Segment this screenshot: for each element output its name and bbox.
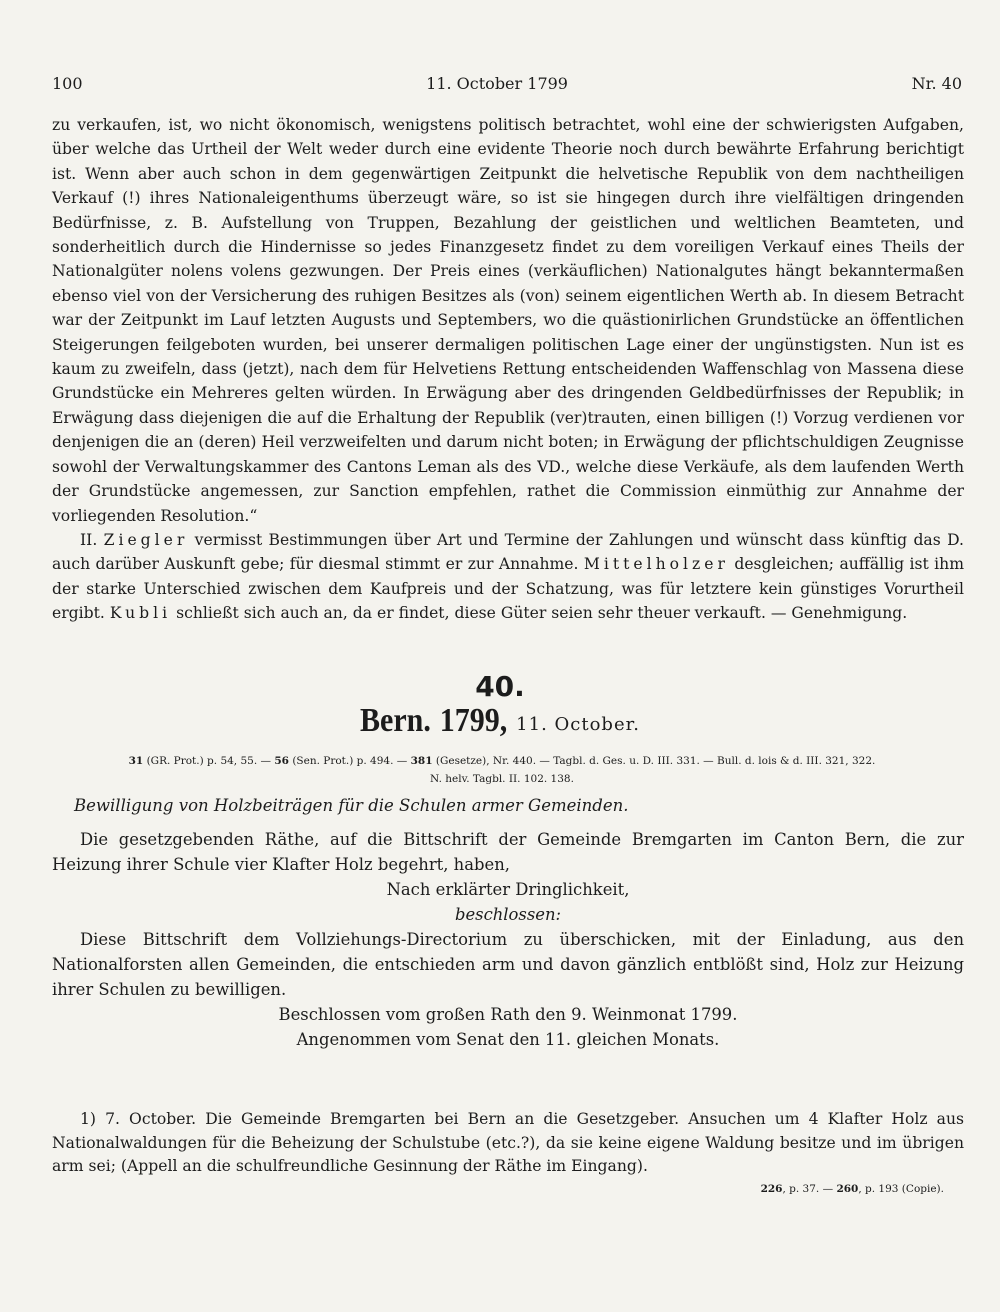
source-ref-text: (Gesetze), Nr. 440. — Tagbl. d. Ges. u. D. III. 331. — Bull. d. lois & d. III. 321, 322. xyxy=(432,755,876,767)
debate-text-3: schließt sich auch an, da er findet, diese Güter seien sehr theuer verkauft. — Genehmigung. xyxy=(171,604,908,623)
resolution-accepted: Angenommen vom Senat den 11. gleichen Monats. xyxy=(296,1030,720,1049)
resolution-urgency: Nach erklärter Dringlichkeit, xyxy=(386,880,630,899)
document-number: Nr. 40 xyxy=(911,74,962,93)
resolution-enacted: Beschlossen vom großen Rath den 9. Weinmonat 1799. xyxy=(278,1005,738,1024)
section-dateline xyxy=(0,701,1000,739)
resolution-body xyxy=(52,827,964,1052)
resolution-title: Bewilligung von Holzbeiträgen für die Schulen armer Gemeinden. xyxy=(74,796,629,815)
footnote-ref-number: 226 xyxy=(760,1183,783,1195)
footnote-ref-text: , p. 193 (Copie). xyxy=(858,1183,944,1195)
source-ref-number: 31 xyxy=(128,755,144,767)
section-roman: II. xyxy=(80,530,104,549)
footnote-reference xyxy=(700,1183,944,1195)
section-number: 40. xyxy=(475,670,525,703)
speaker-ziegler: Ziegler xyxy=(103,530,189,549)
resolution-decided: beschlossen: xyxy=(454,905,562,924)
source-ref-text: (GR. Prot.) p. 54, 55. — xyxy=(143,755,275,767)
debate-text-1: vermisst Bestimmungen über Art und Termine der Zahlungen und wünscht dass künftig das D. auch darüber Auskunft gebe; für diesmal stimmt er zur Annahme. xyxy=(52,530,964,574)
footnote-text: 1) 7. October. Die Gemeinde Bremgarten bei Bern an die Gesetzgeber. Ansuchen um 4 Klafter Holz aus Nationalwaldungen für die Beheizung der Schulstube (etc.?), da sie keine eigene Waldung besitze und im übrigen arm sei; (Appell an die schulfreundliche Gesinnung der Räthe im Eingang). xyxy=(52,1110,964,1175)
page-number: 100 xyxy=(52,74,83,93)
source-line-2: N. helv. Tagbl. II. 102. 138. xyxy=(430,773,574,785)
debate-text-2: desgleichen; auffällig ist ihm der starke Unterschied zwischen dem Kaufpreis und der Schatzung, was für letztere kein günstiges Vorurtheil ergibt. xyxy=(52,555,964,623)
footnote xyxy=(52,1108,964,1179)
source-ref-number: 56 xyxy=(274,755,289,767)
resolution-intro: Die gesetzgebenden Räthe, auf die Bittschrift der Gemeinde Bremgarten im Canton Bern, die zur Heizung ihrer Schule vier Klafter Holz begehrt, haben, xyxy=(52,830,964,874)
speaker-mittelholzer: Mittelholzer xyxy=(583,555,729,574)
source-references xyxy=(62,752,942,788)
source-ref-text: (Sen. Prot.) p. 494. — xyxy=(288,755,411,767)
header-date: 11. October 1799 xyxy=(426,74,568,93)
speaker-kubli: Kubli xyxy=(109,604,172,623)
footnote-ref-text: , p. 37. — xyxy=(782,1183,837,1195)
source-line-1 xyxy=(62,752,942,770)
source-ref-number: 381 xyxy=(410,755,433,767)
running-header xyxy=(52,74,962,93)
section-year: 1799, xyxy=(439,701,508,739)
continued-text xyxy=(52,113,964,626)
section-date: 11. October. xyxy=(516,714,640,735)
commission-report-paragraph: zu verkaufen, ist, wo nicht ökonomisch, wenigstens politisch betrachtet, wohl eine der schwierigsten Aufgaben, über welche das Urtheil der Welt weder durch eine evidente Theorie noch durch bewährte Erfahrung berichtigt ist. Wenn aber auch schon in dem gegenwärtigen Zeitpunkt die helvetische Republik von dem nachtheiligen Verkauf (!) ihres Nationaleigenthums überzeugt wäre, so ist sie hingegen durch ihre vielfältigen dringenden Bedürfnisse, z. B. Aufstellung von Truppen, Bezahlung der geistlichen und weltlichen Beamteten, und sonderheitlich durch die Hindernisse so jedes Finanzgesetz findet zu dem voreiligen Verkauf eines Theils der Nationalgüter nolens volens gezwungen. Der Preis eines (verkäuflichen) Nationalgutes hängt bekanntermaßen ebenso viel von der Versicherung des ruhigen Besitzes als (von) seinem eigentlichen Werth ab. In diesem Betracht war der Zeitpunkt im Lauf letzten Augusts und Septembers, wo die quästionirlichen Grundstücke an öffentlichen Steigerungen feilgeboten wurden, bei unserer dermaligen politischen Lage einer der ungünstigsten. Nun ist es kaum zu zweifeln, dass (jetzt), nach dem für Helvetiens Rettung entscheidenden Waffenschlag von Massena diese Grundstücke ein Mehreres gelten würden. In Erwägung aber des dringenden Geldbedürfnisses der Republik; in Erwägung dass diejenigen die auf die Erhaltung der Republik (ver)trauten, einen billigen (!) Vorzug verdienen vor denjenigen die an (deren) Heil verzweifelten und darum nicht boten; in Erwägung der pflichtschuldigen Zeugnisse sowohl der Verwaltungskammer des Cantons Leman als des VD., welche diese Verkäufe, als dem laufenden Werth der Grundstücke angemessen, zur Sanction empfehlen, rathet die Commission einmüthig zur Annahme der vorliegenden Resolution.“ xyxy=(52,116,964,525)
debate-paragraph xyxy=(52,528,964,626)
resolution-text: Diese Bittschrift dem Vollziehungs-Directorium zu überschicken, mit der Einladung, aus den Nationalforsten allen Gemeinden, die entschieden arm und davon gänzlich entblößt sind, Holz zur Heizung ihrer Schulen zu bewilligen. xyxy=(52,930,964,999)
section-place: Bern. xyxy=(360,701,431,739)
footnote-ref-number: 260 xyxy=(836,1183,859,1195)
